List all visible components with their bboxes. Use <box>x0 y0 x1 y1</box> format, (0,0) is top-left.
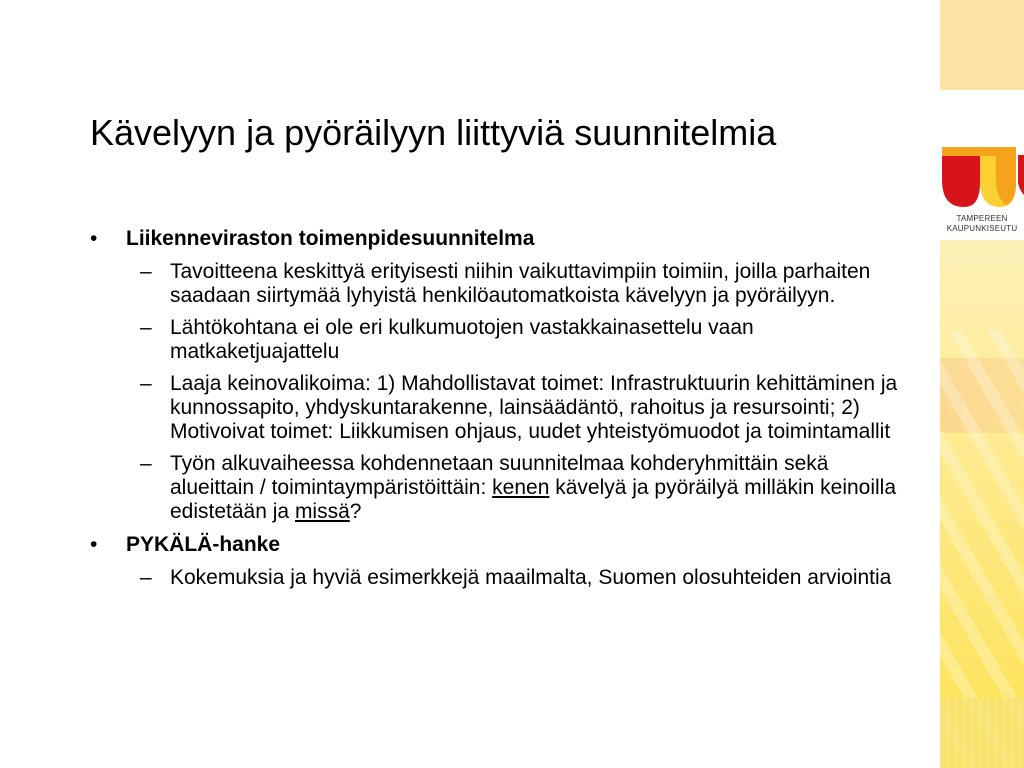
dash-marker: – <box>140 260 152 283</box>
dash-marker: – <box>140 316 152 339</box>
sub-item <box>88 566 908 590</box>
logo-text-line1: TAMPEREEN <box>956 214 1008 223</box>
sub-item-rich <box>88 452 908 524</box>
dash-marker: – <box>140 372 152 395</box>
slide-title: Kävelyyn ja pyöräilyyn liittyviä suunnitelmia <box>90 112 777 153</box>
side-bottom-stripes <box>940 698 1024 768</box>
sub-item <box>88 260 908 308</box>
sub-item-text: Kokemuksia ja hyviä esimerkkejä maailmalta, Suomen olosuhteiden arviointia <box>170 566 892 589</box>
bullet-liikennevirasto <box>88 226 908 252</box>
bullet-heading: PYKÄLÄ-hanke <box>126 533 281 556</box>
bullet-pykala <box>88 532 908 558</box>
bullet-marker: • <box>90 227 98 250</box>
bullet-heading: Liikenneviraston toimenpidesuunnitelma <box>126 227 535 250</box>
dash-marker: – <box>140 452 152 475</box>
slide-content <box>88 226 908 598</box>
sub-item-text-part3: ? <box>349 500 362 523</box>
sub-item-text-part2: kävelyä ja pyöräilyä milläkin keinoilla edistetään ja <box>170 476 897 523</box>
side-band-top <box>940 0 1024 90</box>
sub-item-text: Lähtökohtana ei ole eri kulkumuotojen vastakkainasettelu vaan matkaketjuajattelu <box>170 316 754 363</box>
logo-text-line2: KAUPUNKISEUTU <box>946 224 1018 233</box>
underlined-word-kenen: kenen <box>492 476 550 499</box>
dash-marker: – <box>140 566 152 589</box>
sub-item-text: Tavoitteena keskittyä erityisesti niihin vaikuttavimpiin toimiin, joilla parhaiten saadaan siirtymää lyhyistä henkilöautomatkoista kävelyyn ja pyöräilyyn. <box>170 260 871 307</box>
bullet-marker: • <box>90 533 98 556</box>
sub-item <box>88 372 908 444</box>
decorative-side-panel <box>940 0 1024 768</box>
logo-text <box>940 214 1024 234</box>
underlined-word-missa: missä <box>294 500 350 523</box>
sub-item <box>88 316 908 364</box>
sub-item-text-part1: Työn alkuvaiheessa kohdennetaan suunnitelmaa kohderyhmittäin sekä alueittain / toimintaympäristöittäin: <box>170 452 829 499</box>
sub-item-text: Laaja keinovalikoima: 1) Mahdollistavat toimet: Infrastruktuurin kehittäminen ja kunnossapito, yhdyskuntarakenne, lainsäädäntö, rahoitus ja resursointi; 2) Motivoivat toimet: Liikkumisen ohjaus, uudet yhteistyömuodot ja toimintamallit <box>170 372 898 443</box>
